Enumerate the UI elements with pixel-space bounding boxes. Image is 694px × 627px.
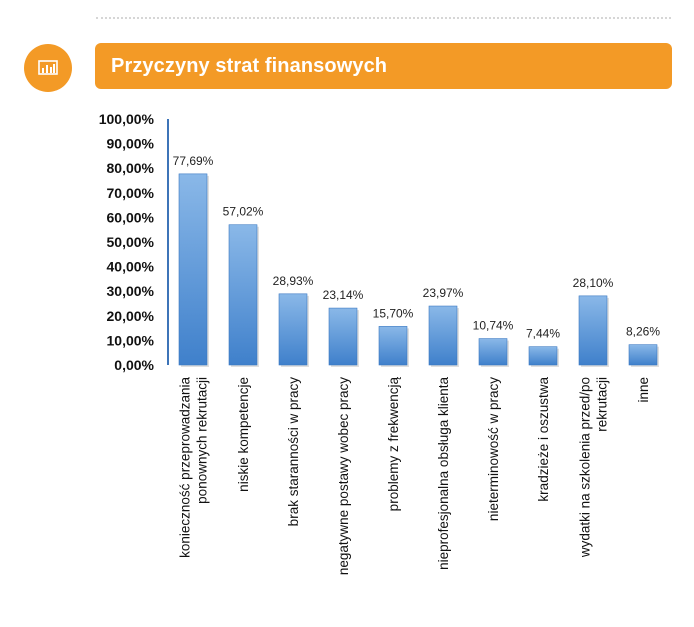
- x-category-label: nieprofesjonalna obsługa klienta: [436, 377, 451, 570]
- y-tick-label: 40,00%: [106, 258, 154, 275]
- x-category-label: inne: [636, 377, 651, 403]
- y-axis-ticks: [99, 111, 155, 373]
- bar-value-label: 28,10%: [572, 275, 614, 290]
- y-tick-label: 0,00%: [114, 357, 154, 373]
- bar: [379, 326, 407, 365]
- bar-value-label: 57,02%: [222, 204, 264, 219]
- bars: [179, 174, 659, 367]
- bar: [529, 347, 557, 365]
- x-category-label: brak staranności w pracy: [286, 377, 301, 527]
- y-tick-label: 20,00%: [106, 307, 154, 324]
- y-tick-label: 50,00%: [106, 234, 154, 250]
- x-axis-labels: [178, 377, 652, 576]
- bar: [629, 345, 657, 365]
- x-category-label: ponownych rekrutacji: [194, 377, 210, 504]
- bar: [329, 308, 357, 365]
- x-category-label: problemy z frekwencją: [386, 377, 401, 512]
- x-category-label: kradzieże i oszustwa: [536, 377, 551, 502]
- bar-value-label: 8,26%: [625, 324, 661, 339]
- y-tick-label: 80,00%: [106, 160, 154, 177]
- y-tick-label: 70,00%: [106, 184, 154, 201]
- y-tick-label: 30,00%: [106, 283, 154, 300]
- bar-value-label: 77,69%: [172, 153, 214, 168]
- bar: [179, 174, 207, 365]
- page-title: Przyczyny strat finansowych: [111, 54, 388, 77]
- y-tick-label: 10,00%: [106, 332, 154, 349]
- y-tick-label: 90,00%: [106, 135, 154, 152]
- bar: [479, 339, 507, 365]
- bar-value-label: 23,14%: [322, 288, 364, 303]
- bar-value-label: 28,93%: [272, 273, 314, 288]
- bar-value-label: 7,44%: [525, 326, 561, 341]
- x-category-label: rekrutacji: [594, 377, 610, 432]
- bar-value-label: 23,97%: [422, 286, 464, 301]
- x-category-label: konieczność przeprowadzania: [177, 377, 193, 558]
- bar: [579, 296, 607, 365]
- x-category-label: niskie kompetencje: [236, 377, 251, 492]
- x-category-label: nieterminowość w pracy: [486, 377, 501, 522]
- y-tick-label: 100,00%: [98, 111, 154, 127]
- x-category-label: wydatki na szkolenia przed/po: [577, 377, 593, 558]
- y-tick-label: 60,00%: [106, 209, 154, 226]
- x-category-label: negatywne postawy wobec pracy: [336, 377, 351, 576]
- bar: [229, 225, 257, 365]
- bar: [429, 306, 457, 365]
- bar-value-label: 10,74%: [472, 318, 514, 333]
- bar: [279, 294, 307, 365]
- bar-value-label: 15,70%: [372, 306, 414, 321]
